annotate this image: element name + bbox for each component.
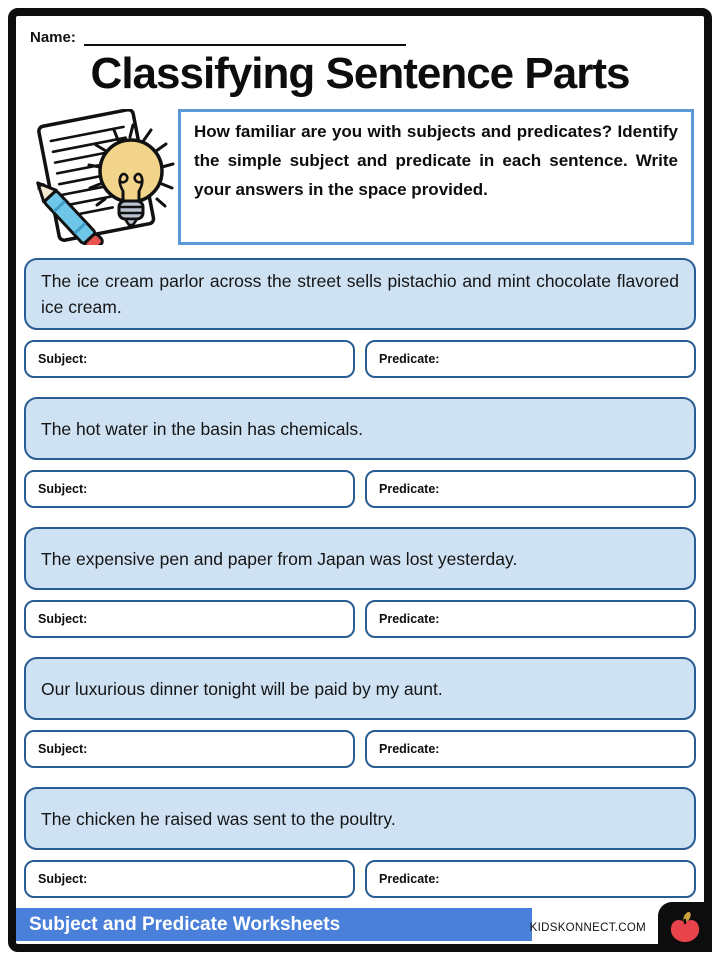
header-row — [26, 109, 694, 245]
sentence-box — [24, 397, 696, 460]
subject-label: Subject: — [38, 352, 88, 366]
predicate-label: Predicate: — [379, 482, 440, 496]
subject-answer-field[interactable] — [24, 340, 355, 378]
name-input-line[interactable] — [84, 26, 406, 46]
subject-answer-field[interactable] — [24, 860, 355, 898]
exercise-list — [24, 258, 696, 898]
predicate-label: Predicate: — [379, 742, 440, 756]
subject-label: Subject: — [38, 482, 88, 496]
footer-banner-text: Subject and Predicate Worksheets — [29, 913, 341, 935]
instruction-text: How familiar are you with subjects and predicates? Identify the simple subject and predicate in each sentence. Write your answers in the space provided. — [194, 122, 678, 199]
note-pencil-lightbulb-icon — [26, 109, 176, 245]
sentence-text: The ice cream parlor across the street sells pistachio and mint chocolate flavored ice cream. — [41, 271, 679, 317]
predicate-answer-field[interactable] — [365, 470, 696, 508]
exercise-item-3 — [24, 527, 696, 638]
name-label: Name: — [30, 29, 76, 46]
apple-logo-icon — [658, 902, 712, 952]
sentence-text: Our luxurious dinner tonight will be paid by my aunt. — [41, 678, 443, 699]
predicate-answer-field[interactable] — [365, 860, 696, 898]
instruction-box — [178, 109, 694, 245]
subject-label: Subject: — [38, 612, 88, 626]
subject-answer-field[interactable] — [24, 730, 355, 768]
predicate-label: Predicate: — [379, 612, 440, 626]
predicate-answer-field[interactable] — [365, 600, 696, 638]
sentence-text: The chicken he raised was sent to the poultry. — [41, 808, 396, 829]
predicate-answer-field[interactable] — [365, 340, 696, 378]
sentence-text: The hot water in the basin has chemicals. — [41, 418, 363, 439]
name-row — [30, 26, 696, 46]
sentence-text: The expensive pen and paper from Japan was lost yesterday. — [41, 548, 518, 569]
footer-banner — [16, 908, 532, 941]
predicate-answer-field[interactable] — [365, 730, 696, 768]
exercise-item-4 — [24, 657, 696, 768]
exercise-item-1 — [24, 258, 696, 378]
subject-answer-field[interactable] — [24, 600, 355, 638]
exercise-item-5 — [24, 787, 696, 898]
site-label: KIDSKONNECT.COM — [529, 922, 646, 934]
predicate-label: Predicate: — [379, 352, 440, 366]
sentence-box — [24, 527, 696, 590]
answer-row — [24, 730, 696, 768]
answer-row — [24, 600, 696, 638]
answer-row — [24, 340, 696, 378]
subject-answer-field[interactable] — [24, 470, 355, 508]
exercise-item-2 — [24, 397, 696, 508]
sentence-box — [24, 258, 696, 330]
page-border-frame — [8, 8, 712, 952]
answer-row — [24, 860, 696, 898]
predicate-label: Predicate: — [379, 872, 440, 886]
subject-label: Subject: — [38, 872, 88, 886]
answer-row — [24, 470, 696, 508]
page-title: Classifying Sentence Parts — [90, 49, 630, 98]
sentence-box — [24, 657, 696, 720]
sentence-box — [24, 787, 696, 850]
subject-label: Subject: — [38, 742, 88, 756]
